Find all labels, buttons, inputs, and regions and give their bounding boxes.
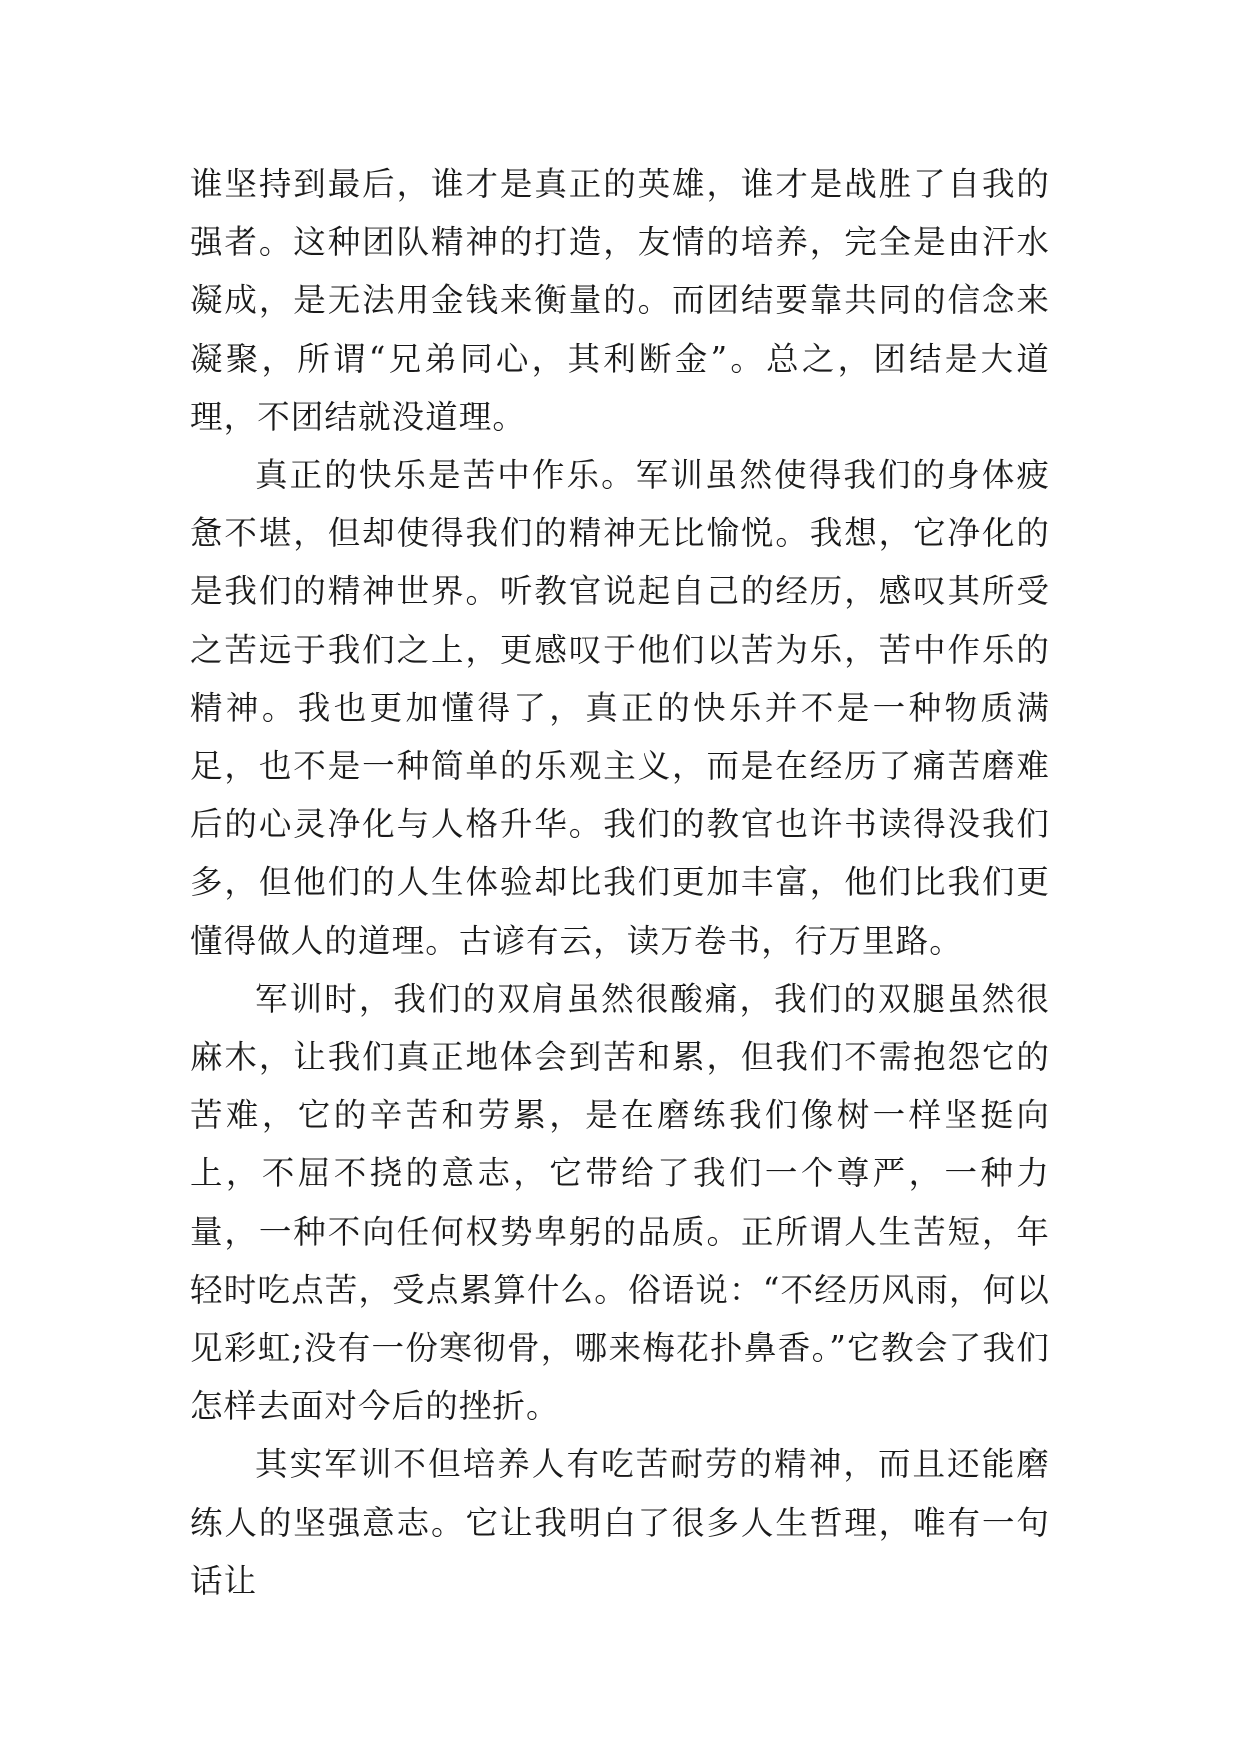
paragraph-1: 谁坚持到最后，谁才是真正的英雄，谁才是战胜了自我的强者。这种团队精神的打造，友情的培养，完全是由汗水凝成，是无法用金钱来衡量的。而团结要靠共同的信念来凝聚，所谓“兄弟同心，其利断金”。总之，团结是大道理，不团结就没道理。 [190,165,1050,436]
paragraph-3: 军训时，我们的双肩虽然很酸痛，我们的双腿虽然很麻木，让我们真正地体会到苦和累，但我们不需抱怨它的苦难，它的辛苦和劳累，是在磨练我们像树一样坚挺向上，不屈不挠的意志，它带给了我们一个尊严，一种力量，一种不向任何权势卑躬的品质。正所谓人生苦短，年轻时吃点苦，受点累算什么。俗语说：“不经历风雨，何以见彩虹;没有一份寒彻骨，哪来梅花扑鼻香。”它教会了我们怎样去面对今后的挫折。 [190,979,1050,1426]
paragraph-2: 真正的快乐是苦中作乐。军训虽然使得我们的身体疲惫不堪，但却使得我们的精神无比愉悦。我想，它净化的是我们的精神世界。听教官说起自己的经历，感叹其所受之苦远于我们之上，更感叹于他们以苦为乐，苦中作乐的精神。我也更加懂得了，真正的快乐并不是一种物质满足，也不是一种简单的乐观主义，而是在经历了痛苦磨难后的心灵净化与人格升华。我们的教官也许书读得没我们多，但他们的人生体验却比我们更加丰富，他们比我们更懂得做人的道理。古谚有云，读万卷书，行万里路。 [190,456,1050,960]
paragraph-4: 其实军训不但培养人有吃苦耐劳的精神，而且还能磨练人的坚强意志。它让我明白了很多人生哲理，唯有一句话让 [190,1445,1050,1600]
document-body [190,155,1050,1610]
